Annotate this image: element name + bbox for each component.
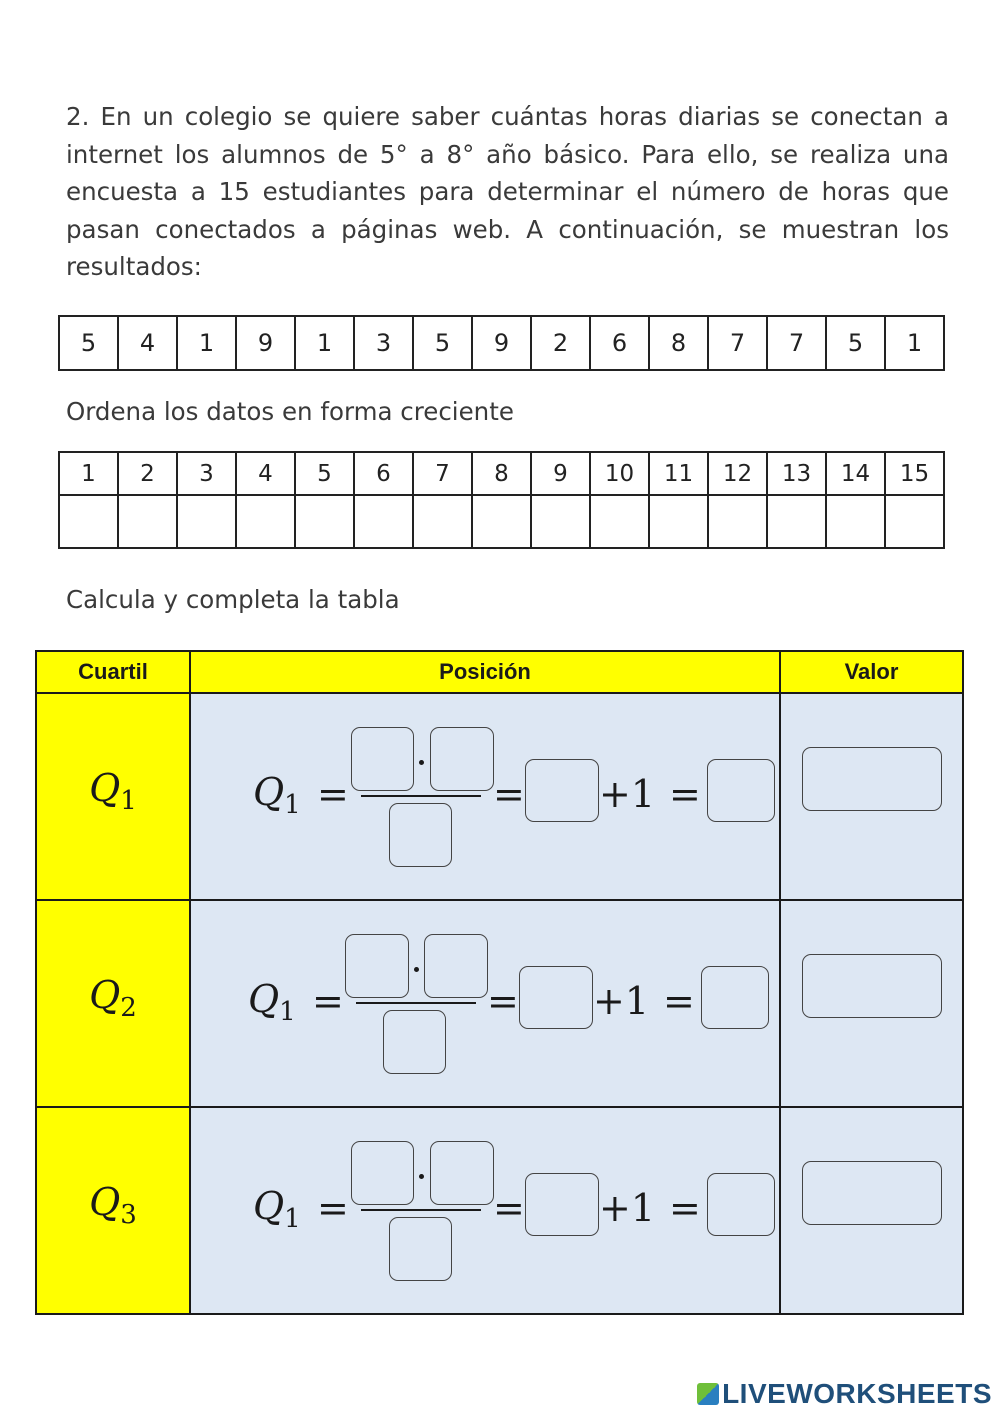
order-table bbox=[58, 451, 945, 549]
answer-input[interactable] bbox=[826, 495, 885, 548]
data-cell: 1 bbox=[885, 316, 944, 370]
position-result-input[interactable] bbox=[707, 1173, 775, 1236]
quartile-table bbox=[35, 650, 964, 1315]
position-result-input[interactable] bbox=[707, 759, 775, 822]
header-valor: Valor bbox=[780, 651, 963, 693]
formula-q: $Q_1$ bbox=[253, 770, 301, 820]
equals-sign: = bbox=[493, 772, 525, 816]
quartile-row-1 bbox=[36, 693, 963, 900]
answer-input[interactable] bbox=[413, 495, 472, 548]
brand-name: LIVEWORKSHEETS bbox=[722, 1378, 992, 1409]
intermediate-input[interactable] bbox=[519, 966, 593, 1029]
multiply-dot bbox=[414, 967, 419, 972]
plus-one: +1 bbox=[599, 1186, 656, 1230]
equals-sign: = bbox=[669, 772, 701, 816]
answer-input[interactable] bbox=[708, 495, 767, 548]
header-row bbox=[36, 651, 963, 693]
position-cell: 12 bbox=[708, 452, 767, 495]
answer-input[interactable] bbox=[236, 495, 295, 548]
numerator-input-2[interactable] bbox=[424, 934, 488, 998]
numerator-input-1[interactable] bbox=[351, 727, 414, 791]
position-cell: 2 bbox=[118, 452, 177, 495]
data-cell: 5 bbox=[826, 316, 885, 370]
position-result-input[interactable] bbox=[701, 966, 769, 1029]
equals-sign: = bbox=[317, 772, 349, 816]
data-cell: 6 bbox=[590, 316, 649, 370]
fraction-line bbox=[356, 1002, 476, 1004]
data-cell: 4 bbox=[118, 316, 177, 370]
data-cell: 7 bbox=[708, 316, 767, 370]
position-cell: 3 bbox=[177, 452, 236, 495]
data-table bbox=[58, 315, 945, 371]
denominator-input[interactable] bbox=[389, 803, 452, 867]
calc-caption: Calcula y completa la tabla bbox=[66, 585, 400, 614]
position-cell: 11 bbox=[649, 452, 708, 495]
numerator-input-1[interactable] bbox=[345, 934, 409, 998]
liveworksheets-logo-icon bbox=[697, 1383, 719, 1405]
data-cell: 2 bbox=[531, 316, 590, 370]
intermediate-input[interactable] bbox=[525, 1173, 599, 1236]
answer-input[interactable] bbox=[767, 495, 826, 548]
data-cell: 9 bbox=[472, 316, 531, 370]
data-cell: 5 bbox=[413, 316, 472, 370]
equals-sign: = bbox=[312, 979, 344, 1023]
data-cell: 1 bbox=[295, 316, 354, 370]
value-cell bbox=[780, 1107, 963, 1314]
answer-input[interactable] bbox=[177, 495, 236, 548]
order-caption: Ordena los datos en forma creciente bbox=[66, 397, 514, 426]
position-row bbox=[59, 452, 944, 495]
fraction-line bbox=[361, 795, 481, 797]
data-cell: 9 bbox=[236, 316, 295, 370]
data-cell: 7 bbox=[767, 316, 826, 370]
equals-sign: = bbox=[487, 979, 519, 1023]
equals-sign: = bbox=[663, 979, 695, 1023]
position-cell: 8 bbox=[472, 452, 531, 495]
numerator-input-1[interactable] bbox=[351, 1141, 414, 1205]
liveworksheets-footer[interactable] bbox=[697, 1378, 992, 1410]
denominator-input[interactable] bbox=[389, 1217, 452, 1281]
value-input[interactable] bbox=[802, 747, 942, 811]
fraction-line bbox=[361, 1209, 481, 1211]
position-cell: 15 bbox=[885, 452, 944, 495]
header-posicion: Posición bbox=[190, 651, 780, 693]
quartile-label: $Q_1$ bbox=[89, 765, 137, 816]
answer-input[interactable] bbox=[354, 495, 413, 548]
value-input[interactable] bbox=[802, 1161, 942, 1225]
position-cell: 7 bbox=[413, 452, 472, 495]
answer-input[interactable] bbox=[885, 495, 944, 548]
value-cell bbox=[780, 693, 963, 900]
position-cell: 10 bbox=[590, 452, 649, 495]
intermediate-input[interactable] bbox=[525, 759, 599, 822]
position-formula-cell bbox=[190, 693, 780, 900]
data-cell: 1 bbox=[177, 316, 236, 370]
position-cell: 4 bbox=[236, 452, 295, 495]
data-cell: 8 bbox=[649, 316, 708, 370]
answer-input[interactable] bbox=[649, 495, 708, 548]
quartile-label-cell bbox=[36, 693, 190, 900]
denominator-input[interactable] bbox=[383, 1010, 446, 1074]
position-formula-cell bbox=[190, 900, 780, 1107]
numerator-input-2[interactable] bbox=[430, 1141, 494, 1205]
data-cell: 3 bbox=[354, 316, 413, 370]
answer-input[interactable] bbox=[295, 495, 354, 548]
position-cell: 1 bbox=[59, 452, 118, 495]
problem-statement: 2. En un colegio se quiere saber cuántas horas diarias se conectan a internet los alumnos de 5° a 8° año básico. Para ello, se realiza una encuesta a 15 estudiantes para determinar el número de horas que pasan conectados a páginas web. A continuación, se muestran los resultados: bbox=[66, 102, 949, 281]
answer-row bbox=[59, 495, 944, 548]
quartile-row-2 bbox=[36, 900, 963, 1107]
position-formula-cell bbox=[190, 1107, 780, 1314]
position-cell: 9 bbox=[531, 452, 590, 495]
quartile-label: $Q_3$ bbox=[89, 1179, 137, 1230]
numerator-input-2[interactable] bbox=[430, 727, 494, 791]
answer-input[interactable] bbox=[59, 495, 118, 548]
answer-input[interactable] bbox=[590, 495, 649, 548]
answer-input[interactable] bbox=[472, 495, 531, 548]
formula-q: $Q_1$ bbox=[248, 977, 296, 1027]
position-cell: 13 bbox=[767, 452, 826, 495]
position-cell: 14 bbox=[826, 452, 885, 495]
position-cell: 5 bbox=[295, 452, 354, 495]
answer-input[interactable] bbox=[531, 495, 590, 548]
plus-one: +1 bbox=[599, 772, 656, 816]
quartile-label-cell bbox=[36, 1107, 190, 1314]
equals-sign: = bbox=[493, 1186, 525, 1230]
equals-sign: = bbox=[669, 1186, 701, 1230]
formula-q: $Q_1$ bbox=[253, 1184, 301, 1234]
multiply-dot bbox=[419, 760, 424, 765]
data-row bbox=[59, 316, 944, 370]
header-cuartil: Cuartil bbox=[36, 651, 190, 693]
value-input[interactable] bbox=[802, 954, 942, 1018]
value-cell bbox=[780, 900, 963, 1107]
answer-input[interactable] bbox=[118, 495, 177, 548]
plus-one: +1 bbox=[593, 979, 650, 1023]
data-cell: 5 bbox=[59, 316, 118, 370]
quartile-label-cell bbox=[36, 900, 190, 1107]
equals-sign: = bbox=[317, 1186, 349, 1230]
quartile-row-3 bbox=[36, 1107, 963, 1314]
multiply-dot bbox=[419, 1174, 424, 1179]
quartile-label: $Q_2$ bbox=[89, 972, 137, 1023]
position-cell: 6 bbox=[354, 452, 413, 495]
